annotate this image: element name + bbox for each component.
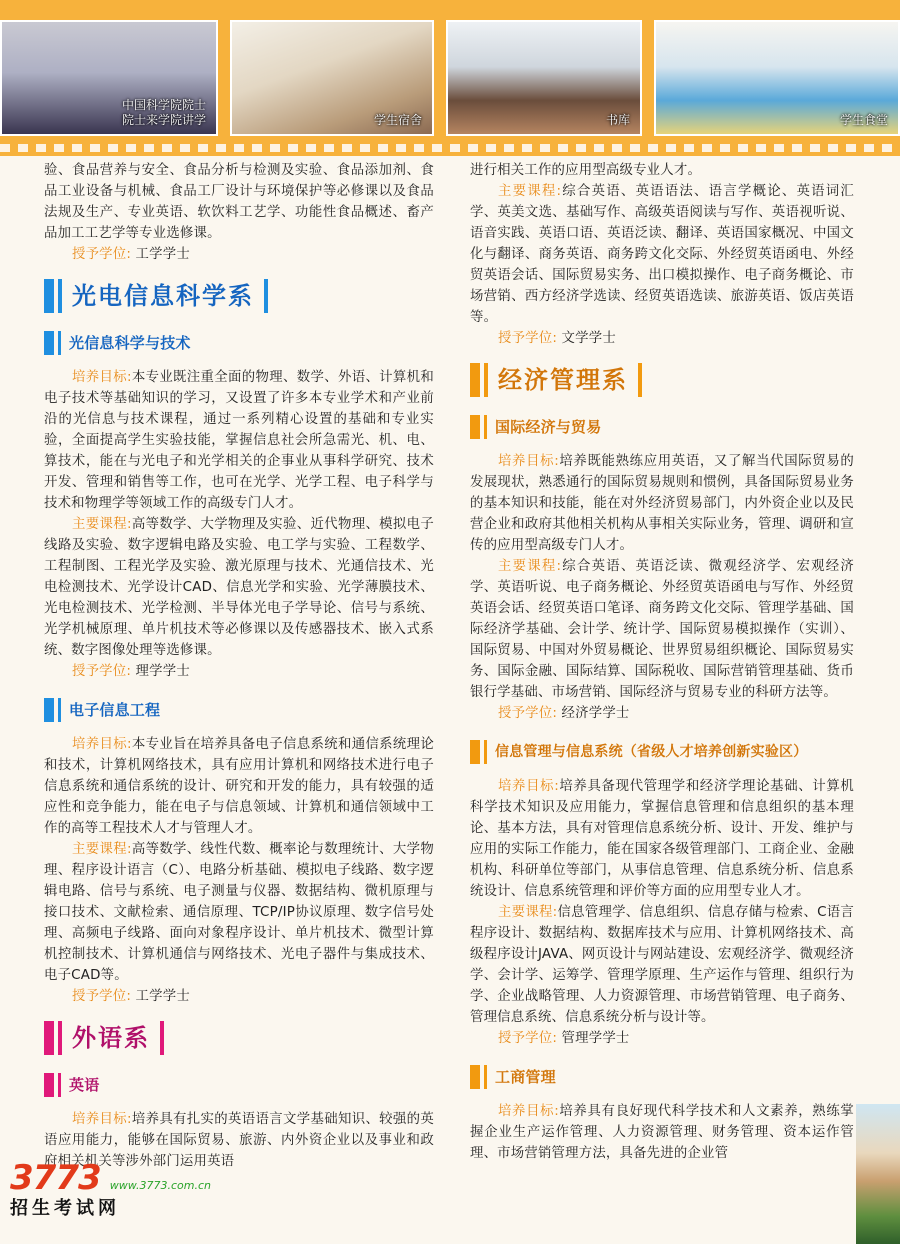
course-paragraph <box>44 514 434 661</box>
goal-label: 培养目标: <box>498 454 559 469</box>
right-column <box>470 160 854 1164</box>
goal-text: 本专业旨在培养具备电子信息系统和通信系统理论和技术，计算机网络技术，具有应用计算机和网络技术进行电子信息系统和通信系统的设计、研究和开发的能力，具有较强的适应性和竞争能力，能在电子与信息领域、计算机和通信领域中工作的高等工程技术人才与管理人才。 <box>44 737 434 836</box>
degree-line <box>470 328 854 349</box>
major-heading <box>470 1063 854 1091</box>
left-column <box>44 160 434 1172</box>
campus-building-photo <box>856 1104 900 1244</box>
major-heading <box>470 738 854 766</box>
photo-academician-lecture <box>0 20 218 136</box>
photo-library-stacks <box>446 20 642 136</box>
photo-caption: 学生食堂 <box>839 113 888 127</box>
degree-value: 理学学士 <box>135 664 190 679</box>
dept-title: 光电信息科学系 <box>72 281 254 310</box>
degree-value: 工学学士 <box>135 247 190 262</box>
major-title: 国际经济与贸易 <box>495 417 602 436</box>
continued-paragraph: 进行相关工作的应用型高级专业人才。 <box>470 163 702 178</box>
degree-label: 授予学位: <box>72 664 132 679</box>
degree-label: 授予学位: <box>498 331 558 346</box>
course-label: 主要课程: <box>72 517 132 532</box>
goal-text: 培养具备现代管理学和经济学理论基础、计算机科学技术知识及应用能力，掌握信息管理和信息组织的基本理论、基本方法，具有对管理信息系统分析、设计、开发、维护与应用的实际工作能力，能在国家各级管理部门、工商企业、金融机构、科研单位等部门，从事信息管理、信息系统分析、信息系统设计、信息系统管理和评价等方面的应用型专业人才。 <box>470 779 854 899</box>
course-text: 高等数学、大学物理及实验、近代物理、模拟电子线路及实验、数字逻辑电路及实验、电工学与实验、工程数学、工程制图、工程光学及实验、激光原理与技术、光通信技术、光电检测技术、光学设计CAD、信息光学和实验、光学薄膜技术、光电检测技术、光学检测、半导体光电子学导论、信号与系统、光学机械原理、单片机技术等必修课以及传感器技术、嵌入式系统、数字图像处理等选修课。 <box>44 517 434 658</box>
photo-canteen <box>654 20 900 136</box>
goal-paragraph <box>470 451 854 556</box>
degree-value: 工学学士 <box>135 989 190 1004</box>
watermark-slogan: 招生考试网 <box>10 1198 120 1219</box>
major-heading <box>44 1071 434 1099</box>
course-text: 信息管理学、信息组织、信息存储与检索、C语言程序设计、数据结构、数据库技术与应用、计算机网络技术、高级程序设计JAVA、网页设计与网站建设、宏观经济学、微观经济学、会计学、运筹学、管理学原理、生产运作与管理、组织行为学、企业战略管理、人力资源管理、市场营销管理、电子商务、管理信息系统、信息系统分析与设计等。 <box>470 905 855 1025</box>
goal-text: 培养具有良好现代科学技术和人文素养，熟练掌握企业生产运作管理、人力资源管理、财务管理、资本运作管理、市场营销管理方法，具备先进的企业管 <box>470 1104 854 1161</box>
major-heading <box>44 696 434 724</box>
degree-line <box>44 986 434 1007</box>
degree-value: 经济学学士 <box>561 706 630 721</box>
goal-paragraph <box>44 734 434 839</box>
dept-title: 经济管理系 <box>498 365 628 394</box>
goal-text: 本专业既注重全面的物理、数学、外语、计算机和电子技术等基础知识的学习，又设置了许多本专业学术和产业前沿的光信息与技术课程，通过一系列精心设置的基础和专业实验，全面提高学生实验技能，掌握信息社会所急需光、机、电、算技术，能在与光电子和光学相关的企事业从事科学研究、技术开发、管理和销售等工作，也可在光学、光学工程、电子科学与技术和物理学等领域工作的高级专门人才。 <box>44 370 434 511</box>
photo-dormitory <box>230 20 434 136</box>
goal-text: 培养具有扎实的英语语言文学基础知识、较强的英语应用能力，能够在国际贸易、旅游、内外资企业以及事业和政府相关机关等涉外部门运用英语 <box>44 1112 434 1169</box>
degree-line <box>44 661 434 682</box>
course-paragraph <box>470 181 854 328</box>
watermark-logo <box>10 1158 211 1220</box>
watermark-number: 3773 <box>10 1158 101 1198</box>
degree-line <box>470 1028 854 1049</box>
watermark-domain: www.3773.com.cn <box>109 1179 212 1192</box>
major-title: 光信息科学与技术 <box>69 333 191 352</box>
dept-heading-foreign-languages <box>44 1019 434 1057</box>
goal-text: 培养既能熟练应用英语，又了解当代国际贸易的发展现状，熟悉通行的国际贸易规则和惯例，具备国际贸易业务的基本知识和技能，能在对外经济贸易部门，内外资企业以及民营企业和政府其他相关机构从事相关实际业务，管理、调研和宣传的应用型高级专门人才。 <box>470 454 854 553</box>
degree-value: 管理学学士 <box>561 1031 630 1046</box>
degree-value: 文学学士 <box>561 331 616 346</box>
dotted-divider <box>0 144 900 152</box>
course-text: 综合英语、英语泛读、微观经济学、宏观经济学、英语听说、电子商务概论、外经贸英语函电与写作、外经贸英语会话、经贸英语口笔译、商务跨文化交际、管理学基础、国际经济学基础、会计学、统计学、国际贸易模拟操作（实训）、国际贸易、中国对外贸易概论、世界贸易组织概论、国际贸易实务、国际金融、国际结算、国际税收、国际营销管理基础、货币银行学基础、市场营销、国际经济与贸易专业的科研方法等。 <box>470 559 855 700</box>
degree-line <box>44 244 434 265</box>
course-paragraph <box>44 839 434 986</box>
goal-paragraph <box>470 1101 854 1164</box>
goal-paragraph <box>470 776 854 902</box>
course-label: 主要课程: <box>498 905 558 920</box>
photo-caption: 学生宿舍 <box>373 113 422 127</box>
dept-title: 外语系 <box>72 1023 150 1052</box>
photo-caption: 中国科学院院士 院士来学院讲学 <box>121 98 206 127</box>
goal-label: 培养目标: <box>498 1104 559 1119</box>
major-title: 英语 <box>69 1075 100 1094</box>
major-title: 工商管理 <box>495 1067 556 1086</box>
goal-label: 培养目标: <box>498 779 559 794</box>
major-heading <box>44 329 434 357</box>
course-label: 主要课程: <box>72 842 132 857</box>
goal-label: 培养目标: <box>72 737 132 752</box>
course-label: 主要课程: <box>498 559 562 574</box>
intro-paragraph: 验、食品营养与安全、食品分析与检测及实验、食品添加剂、食品工业设备与机械、食品工厂设计与环境保护等必修课以及食品法规及生产、专业英语、软饮料工艺学、功能性食品概述、畜产品加工工艺学等专业选修课。 <box>44 163 434 241</box>
degree-label: 授予学位: <box>498 1031 558 1046</box>
dept-heading-optoelectronics <box>44 277 434 315</box>
degree-label: 授予学位: <box>498 706 558 721</box>
degree-line <box>470 703 854 724</box>
dept-heading-economics-management <box>470 361 854 399</box>
course-label: 主要课程: <box>498 184 562 199</box>
major-title: 信息管理与信息系统（省级人才培养创新实验区） <box>495 743 808 760</box>
course-text: 高等数学、线性代数、概率论与数理统计、大学物理、程序设计语言（C）、电路分析基础、模拟电子线路、数字逻辑电路、信号与系统、电子测量与仪器、数据结构、微机原理与接口技术、文献检索、通信原理、TCP/IP协议原理、数字信号处理、高频电子线路、面向对象程序设计、单片机技术、微型计算机控制技术、计算机通信与网络技术、光电子器件与集成技术、电子CAD等。 <box>44 842 434 983</box>
major-heading <box>470 413 854 441</box>
course-text: 综合英语、英语语法、语言学概论、英语词汇学、英美文选、基础写作、高级英语阅读与写作、英语视听说、语音实践、英语口语、英语泛读、翻译、英语国家概况、中国文化与翻译、商务英语、商务跨文化交际、外经贸英语函电、外经贸英语会话、国际贸易实务、出口模拟操作、电子商务概论、市场营销、西方经济学选读、经贸英语选读、旅游英语、饭店英语等。 <box>470 184 855 325</box>
degree-label: 授予学位: <box>72 247 132 262</box>
photo-caption: 书库 <box>605 113 630 127</box>
major-title: 电子信息工程 <box>69 700 161 719</box>
course-paragraph <box>470 902 854 1028</box>
course-paragraph <box>470 556 854 703</box>
goal-label: 培养目标: <box>72 1112 132 1127</box>
goal-label: 培养目标: <box>72 370 132 385</box>
degree-label: 授予学位: <box>72 989 132 1004</box>
goal-paragraph <box>44 367 434 514</box>
